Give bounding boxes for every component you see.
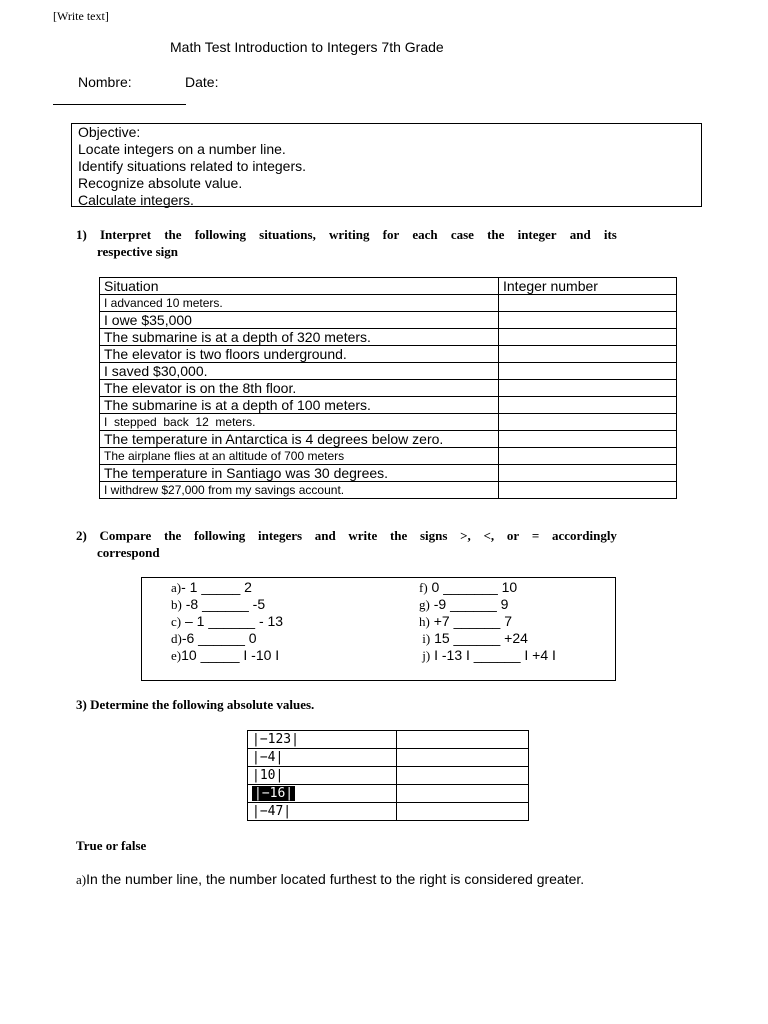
heading-word: <, [483,528,495,543]
integer-answer-cell[interactable] [499,414,677,431]
heading-word: the [389,528,408,543]
integer-answer-cell[interactable] [499,312,677,329]
situation-cell: The temperature in Antarctica is 4 degrees below zero. [100,431,499,448]
compare-box [141,577,616,681]
item-letter: g) [419,597,430,612]
name-label: Nombre: [78,74,132,90]
compare-item [419,630,556,647]
compare-item [171,579,283,596]
item-letter: h) [419,614,430,629]
page-title: Math Test Introduction to Integers 7th Grade [170,39,444,55]
absolute-values-table [247,730,529,821]
table-row [100,380,677,397]
table-row [248,785,529,803]
header-situation: Situation [100,278,499,295]
compare-item [419,613,556,630]
date-label: Date: [185,74,219,90]
item-text: 10 _____ I -10 I [181,647,280,663]
true-false-item [76,871,584,888]
situations-table [99,277,677,499]
heading-word: integer [517,227,557,242]
heading-word: following [194,227,246,242]
item-letter: f) [419,580,428,595]
heading-word: = [531,528,540,543]
compare-item [419,579,556,596]
question-3-heading: 3) Determine the following absolute values. [76,697,315,712]
table-row [248,731,529,749]
heading-word: the [163,528,182,543]
integer-answer-cell[interactable] [499,346,677,363]
item-letter: i) [419,631,431,646]
question-number: 1) [76,227,87,242]
integer-answer-cell[interactable] [499,431,677,448]
item-text: 0 _______ 10 [427,579,518,595]
heading-word: situations, [259,227,316,242]
name-underline [53,104,186,105]
table-row [100,312,677,329]
situation-cell: I advanced 10 meters. [100,295,499,312]
item-text: - 1 _____ 2 [181,579,252,595]
objective-line: Locate integers on a number line. [78,141,286,157]
item-text: – 1 ______ - 13 [181,613,284,629]
heading-word: or [506,528,520,543]
integer-answer-cell[interactable] [499,448,677,465]
item-text: I -13 I ______ I +4 I [430,647,556,663]
objective-line: Recognize absolute value. [78,175,243,191]
situation-cell: The airplane flies at an altitude of 700 meters [100,448,499,465]
answer-cell[interactable] [397,767,529,785]
table-row [100,346,677,363]
integer-answer-cell[interactable] [499,380,677,397]
item-text: -6 ______ 0 [181,630,257,646]
situation-cell: The elevator is on the 8th floor. [100,380,499,397]
item-letter: d) [171,631,182,646]
objective-box [71,123,702,207]
item-letter: e) [171,648,182,663]
answer-cell[interactable] [397,803,529,821]
heading-word: following [194,528,246,543]
item-text: +7 ______ 7 [429,613,512,629]
heading-word: write [348,528,378,543]
absolute-expression: |10| [248,767,397,785]
objective-line: Identify situations related to integers. [78,158,307,174]
header-placeholder: [Write text] [53,9,109,23]
objective-line: Calculate integers. [78,192,194,208]
table-row [100,295,677,312]
heading-word: integers [258,528,303,543]
heading-word: the [164,227,182,242]
situation-cell: I owe $35,000 [100,312,499,329]
heading-word: its [603,227,617,242]
question-1-line2: respective sign [97,244,178,259]
answer-cell[interactable] [397,731,529,749]
integer-answer-cell[interactable] [499,465,677,482]
situation-cell: The temperature in Santiago was 30 degrees. [100,465,499,482]
situation-cell: I saved $30,000. [100,363,499,380]
heading-word: the [487,227,505,242]
compare-item [171,647,283,664]
compare-item [171,613,283,630]
item-letter: b) [171,597,182,612]
table-row [100,363,677,380]
heading-word: each [412,227,438,242]
item-text: -9 ______ 9 [429,596,509,612]
absolute-expression: |−47| [248,803,397,821]
table-row [100,448,677,465]
table-header-row [100,278,677,295]
table-row [100,414,677,431]
table-row [100,431,677,448]
item-text: -8 ______ -5 [181,596,266,612]
compare-left-column [171,579,283,664]
question-2-line2: correspond [97,545,160,560]
question-2-heading [76,527,617,561]
table-row [248,749,529,767]
compare-item [419,647,556,664]
question-1-heading [76,226,617,260]
situation-cell: The elevator is two floors underground. [100,346,499,363]
situation-cell: The submarine is at a depth of 100 meters. [100,397,499,414]
heading-word: and [314,528,336,543]
heading-word: signs [419,528,448,543]
absolute-expression: |−123| [248,731,397,749]
table-row [248,767,529,785]
compare-right-column [419,579,556,664]
heading-word: and [569,227,591,242]
integer-answer-cell[interactable] [499,397,677,414]
integer-answer-cell[interactable] [499,482,677,499]
table-row [100,482,677,499]
item-text: 15 ______ +24 [430,630,528,646]
integer-answer-cell[interactable] [499,295,677,312]
table-row [248,803,529,821]
table-row [100,397,677,414]
question-1-line1 [76,226,617,243]
heading-word: case [450,227,474,242]
objective-heading: Objective: [78,124,141,140]
compare-item [171,596,283,613]
situation-cell: I stepped back 12 meters. [100,414,499,431]
heading-word: writing [329,227,370,242]
heading-word: for [382,227,400,242]
table-row [100,329,677,346]
table-row [100,465,677,482]
heading-word: >, [460,528,471,543]
absolute-expression: |−4| [248,749,397,767]
header-integer-number: Integer number [499,278,677,295]
heading-word: Interpret [100,227,152,242]
absolute-expression-highlighted [248,785,397,803]
item-letter: j) [419,648,431,663]
true-false-heading: True or false [76,838,147,853]
compare-item [419,596,556,613]
item-letter: a) [171,580,182,595]
situation-cell: The submarine is at a depth of 320 meters. [100,329,499,346]
item-letter: a) [76,872,87,887]
heading-word: Compare [99,528,152,543]
heading-word: accordingly [551,528,617,543]
highlighted-selection: |−16| [254,786,294,801]
item-text: In the number line, the number located furthest to the right is considered greater. [86,871,585,887]
answer-cell[interactable] [397,785,529,803]
compare-item [171,630,283,647]
item-letter: c) [171,614,182,629]
integer-answer-cell[interactable] [499,363,677,380]
question-2-line1 [76,527,617,544]
integer-answer-cell[interactable] [499,329,677,346]
question-number: 2) [76,528,87,543]
situation-cell: I withdrew $27,000 from my savings account. [100,482,499,499]
answer-cell[interactable] [397,749,529,767]
